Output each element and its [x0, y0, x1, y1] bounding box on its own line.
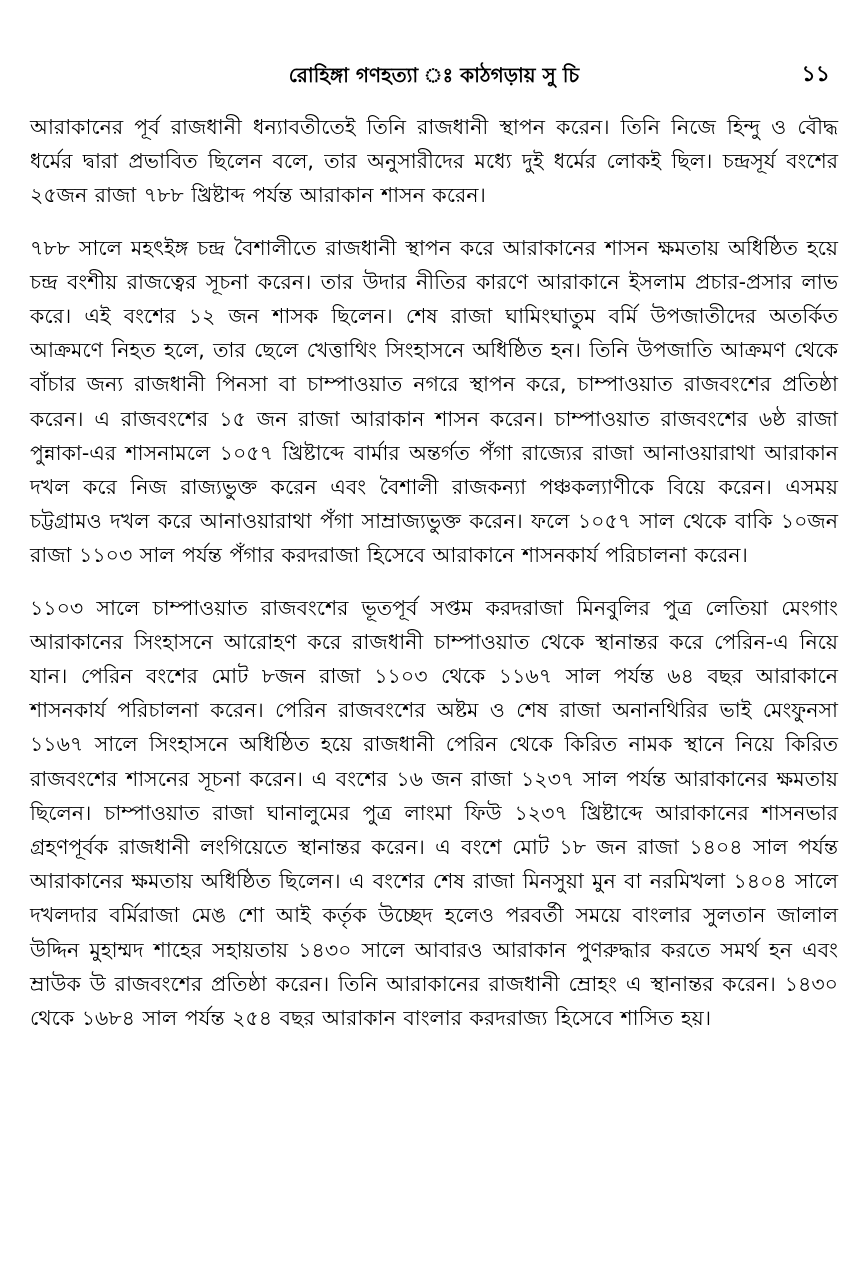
paragraph-3: ১১০৩ সালে চাম্পাওয়াত রাজবংশের ভূতপূর্ব সপ্তম করদরাজা মিনবুলির পুত্র লেতিয়া মেংগাং আরাকানের সিংহাসনে আরোহণ করে রাজধানী চাম্পাওয়াত থেকে স্থানান্তর করে পেরিন-এ নিয়ে যান। পেরিন বংশের মোট ৮জন রাজা ১১০৩ থেকে ১১৬৭ সাল পর্যন্ত ৬৪ বছর আরাকানে শাসনকার্য পরিচালনা করেন। পেরিন রাজবংশের অষ্টম ও শেষ রাজা অনানথিরির ভাই মেংফুনসা ১১৬৭ সালে সিংহাসনে অধিষ্ঠিত হয়ে রাজধানী পেরিন থেকে কিরিত নামক স্থানে নিয়ে কিরিত রাজবংশের শাসনের সূচনা করেন। এ বংশের ১৬ জন রাজা ১২৩৭ সাল পর্যন্ত আরাকানের ক্ষমতায় ছিলেন। চাম্পাওয়াত রাজা ঘানালুমের পুত্র লাংমা ফিউ ১২৩৭ খ্রিষ্টাব্দে আরাকানের শাসনভার গ্রহণপূর্বক রাজধানী লংগিয়েতে স্থানান্তর করেন। এ বংশে মোট ১৮ জন রাজা ১৪০৪ সাল পর্যন্ত আরাকানের ক্ষমতায় অধিষ্ঠিত ছিলেন। এ বংশের শেষ রাজা মিনসুয়া মুন বা নরমিখলা ১৪০৪ সালে দখলদার বর্মিরাজা মেঙ শো আই কর্তৃক উচ্ছেদ হলেও পরবর্তী সময়ে বাংলার সুলতান জালাল উদ্দিন মুহাম্মদ শাহের সহায়তায় ১৪৩০ সালে আবারও আরাকান পুণরুদ্ধার করতে সমর্থ হন এবং ম্রাউক উ রাজবংশের প্রতিষ্ঠা করেন। তিনি আরাকানের রাজধানী ম্রোহং এ স্থানান্তর করেন। ১৪৩০ থেকে ১৬৮৪ সাল পর্যন্ত ২৫৪ বছর আরাকান বাংলার করদরাজ্য হিসেবে শাসিত হয়। [30, 595, 838, 1031]
paragraph-2: ৭৮৮ সালে মহৎইঙ্গ চন্দ্র বৈশালীতে রাজধানী স্থাপন করে আরাকানের শাসন ক্ষমতায় অধিষ্ঠিত হয়ে চন্দ্র বংশীয় রাজত্বের সূচনা করেন। তার উদার নীতির কারণে আরাকানে ইসলাম প্রচার-প্রসার লাভ করে। এই বংশের ১২ জন শাসক ছিলেন। শেষ রাজা ঘামিংঘাতুম বর্মি উপজাতীদের অতর্কিত আক্রমণে নিহত হলে, তার ছেলে খেত্তাথিং সিংহাসনে অধিষ্ঠিত হন। তিনি উপজাতি আক্রমণ থেকে বাঁচার জন্য রাজধানী পিনসা বা চাম্পাওয়াত নগরে স্থাপন করে, চাম্পাওয়াত রাজবংশের প্রতিষ্ঠা করেন। এ রাজবংশের ১৫ জন রাজা আরাকান শাসন করেন। চাম্পাওয়াত রাজবংশের ৬ষ্ঠ রাজা পুন্নাকা-এর শাসনামলে ১০৫৭ খ্রিষ্টাব্দে বার্মার অন্তর্গত পঁগা রাজ্যের রাজা আনাওয়ারাথা আরাকান দখল করে নিজ রাজ্যভুক্ত করেন এবং বৈশালী রাজকন্যা পঞ্চকল্যাণীকে বিয়ে করেন। এসময় চট্টগ্রামও দখল করে আনাওয়ারাথা পঁগা সাম্রাজ্যভুক্ত করেন। ফলে ১০৫৭ সাল থেকে বাকি ১০জন রাজা ১১০৩ সাল পর্যন্ত পঁগার করদরাজা হিসেবে আরাকানে শাসনকার্য পরিচালনা করেন। [30, 235, 838, 568]
paragraph-1: আরাকানের পূর্ব রাজধানী ধন্যাবতীতেই তিনি রাজধানী স্থাপন করেন। তিনি নিজে হিন্দু ও বৌদ্ধ ধর্মের দ্বারা প্রভাবিত ছিলেন বলে, তার অনুসারীদের মধ্যে দুই ধর্মের লোকই ছিল। চন্দ্রসূর্য বংশের ২৫জন রাজা ৭৮৮ খ্রিষ্টাব্দ পর্যন্ত আরাকান শাসন করেন। [30, 115, 838, 208]
page-number: ১১ [801, 62, 830, 87]
page-header [30, 58, 838, 92]
running-title: রোহিঙ্গা গণহত্যা ঃ কাঠগড়ায় সু চি [288, 63, 580, 87]
page-body [30, 110, 838, 1053]
